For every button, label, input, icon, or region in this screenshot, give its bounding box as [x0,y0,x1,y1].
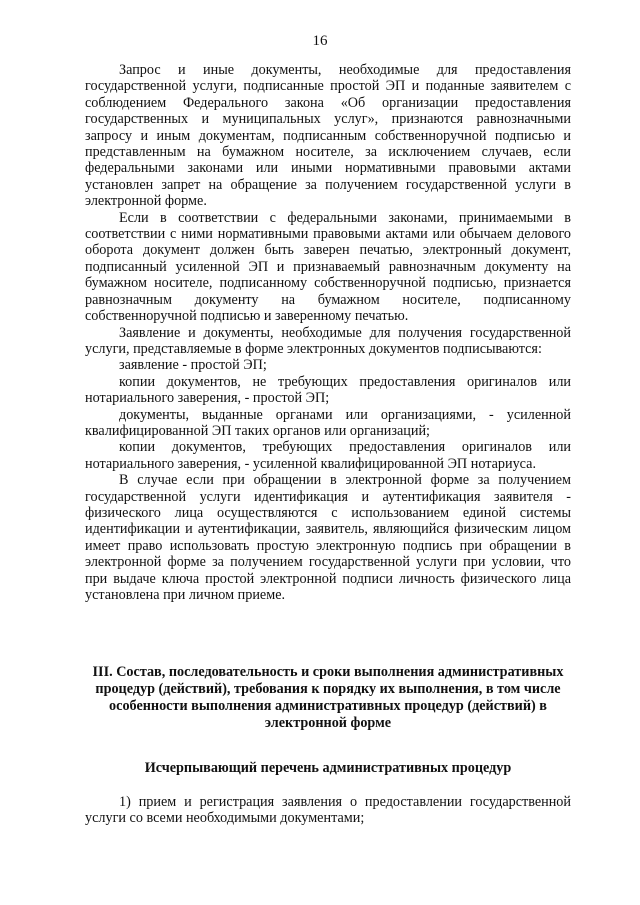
paragraph-application-signature: заявление - простой ЭП; [119,357,267,374]
paragraph-copies-simple-signature: копии документов, не требующих предоставления оригиналов или нотариального заверения, - простой ЭП; [85,373,571,407]
paragraph-seal-equivalence: Если в соответствии с федеральными законами, принимаемыми в соответствии с ними нормативными правовыми актами или обычаем делового оборота документ должен быть заверен печатью, электронный документ, подписанный усиленной ЭП и признаваемый равнозначным документу на бумажном носителе, подписанному собственноручной подписью, признается равнозначным документу на бумажном носителе, подписанному собственноручной подписью и заверенному печатью. [85,209,571,325]
sub-heading: Исчерпывающий перечень административных процедур [144,760,512,776]
paragraph-copies-notary-signature: копии документов, требующих предоставления оригиналов или нотариального заверения, - усиленной квалифицированной ЭП нотариуса. [85,439,571,472]
list-item: 1) прием и регистрация заявления о предоставлении государственной услуги со всеми необходимыми документами; [85,794,571,827]
body-text [85,62,571,603]
paragraph-identification: В случае если при обращении в электронной форме за получением государственной услуги идентификация и аутентификация заявителя - физического лица осуществляются с использованием единой системы идентификации и аутентификации, заявитель, являющийся физическим лицом имеет право использовать простую электронную подпись при обращении в электронной форме за получением государственной услуги при условии, что при выдаче ключа простой электронной подписи личность физического лица установлена при личном приеме. [85,472,571,603]
procedure-list [85,794,571,827]
paragraph-issued-documents-signature: документы, выданные органами или организациями, - усиленной квалифицированной ЭП таких органов или организаций; [85,406,571,439]
paragraph-signing-intro: Заявление и документы, необходимые для получения государственной услуги, представляемые в форме электронных документов подписываются: [85,324,571,357]
page-number: 16 [312,33,328,49]
section-heading: III. Состав, последовательность и сроки выполнения административных процедур (действий), требования к порядку их выполнения, в том числе особенности выполнения административных процедур (действий) в электронной форме [92,664,564,731]
paragraph-electronic-request: Запрос и иные документы, необходимые для предоставления государственной услуги, подписанные простой ЭП и поданные заявителем с соблюдением Федерального закона «Об организации предоставления государственных и муниципальных услуг», признаются равнозначными запросу и иным документам, подписанным собственноручной подписью и представленным на бумажном носителе, за исключением случаев, если федеральными законами или иными нормативными правовыми актами установлен запрет на обращение за получением государственной услуги в электронной форме. [85,62,571,210]
